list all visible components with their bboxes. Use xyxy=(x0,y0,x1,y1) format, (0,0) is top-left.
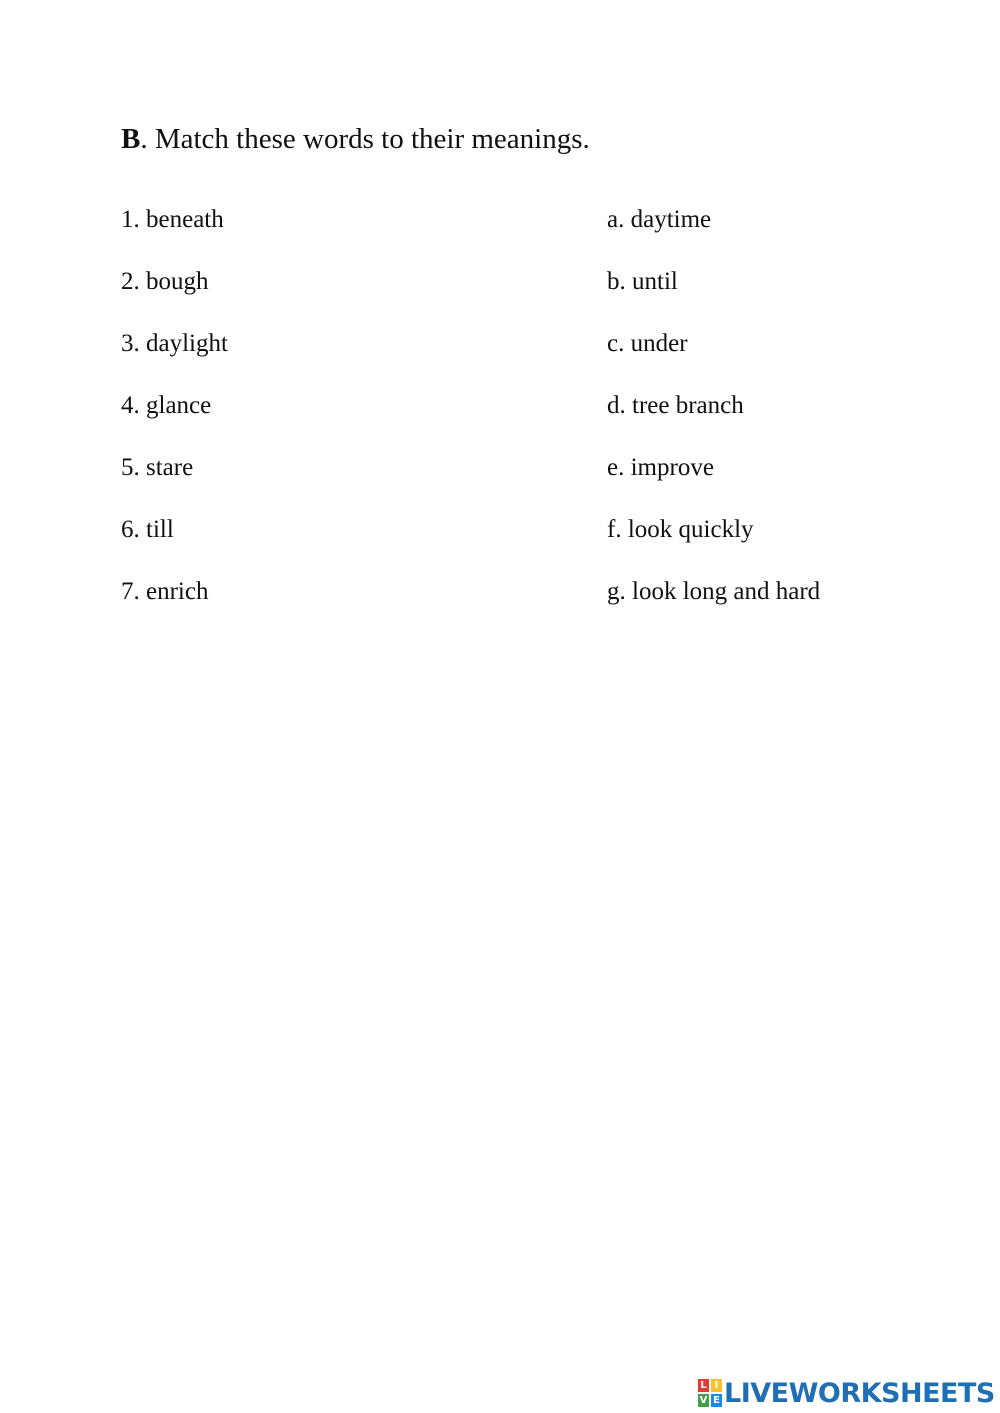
meaning-item: d. tree branch xyxy=(607,392,744,419)
meaning-item: b. until xyxy=(607,268,678,295)
meaning-item: e. improve xyxy=(607,454,714,481)
liveworksheets-brand xyxy=(698,1376,995,1410)
logo-tile: L xyxy=(698,1379,709,1392)
exercise-instruction: . Match these words to their meanings. xyxy=(140,123,590,155)
word-item: 2. bough xyxy=(121,268,209,295)
brand-name: LIVEWORKSHEETS xyxy=(724,1377,995,1409)
meaning-item: g. look long and hard xyxy=(607,578,821,605)
word-item: 7. enrich xyxy=(121,578,209,605)
words-list xyxy=(121,201,228,635)
meanings-list xyxy=(607,201,820,635)
liveworksheets-logo-icon xyxy=(698,1379,722,1407)
meaning-item: f. look quickly xyxy=(607,516,754,543)
exercise-heading xyxy=(121,119,590,159)
word-item: 3. daylight xyxy=(121,330,228,357)
word-item: 1. beneath xyxy=(121,206,224,233)
logo-tile: E xyxy=(711,1394,722,1407)
word-item: 5. stare xyxy=(121,454,194,481)
meaning-item: c. under xyxy=(607,330,688,357)
exercise-letter: B xyxy=(121,123,141,155)
logo-tile: I xyxy=(711,1379,722,1392)
meaning-item: a. daytime xyxy=(607,206,712,233)
logo-tile: V xyxy=(699,1395,708,1406)
word-item: 4. glance xyxy=(121,392,212,419)
word-item: 6. till xyxy=(121,516,174,543)
